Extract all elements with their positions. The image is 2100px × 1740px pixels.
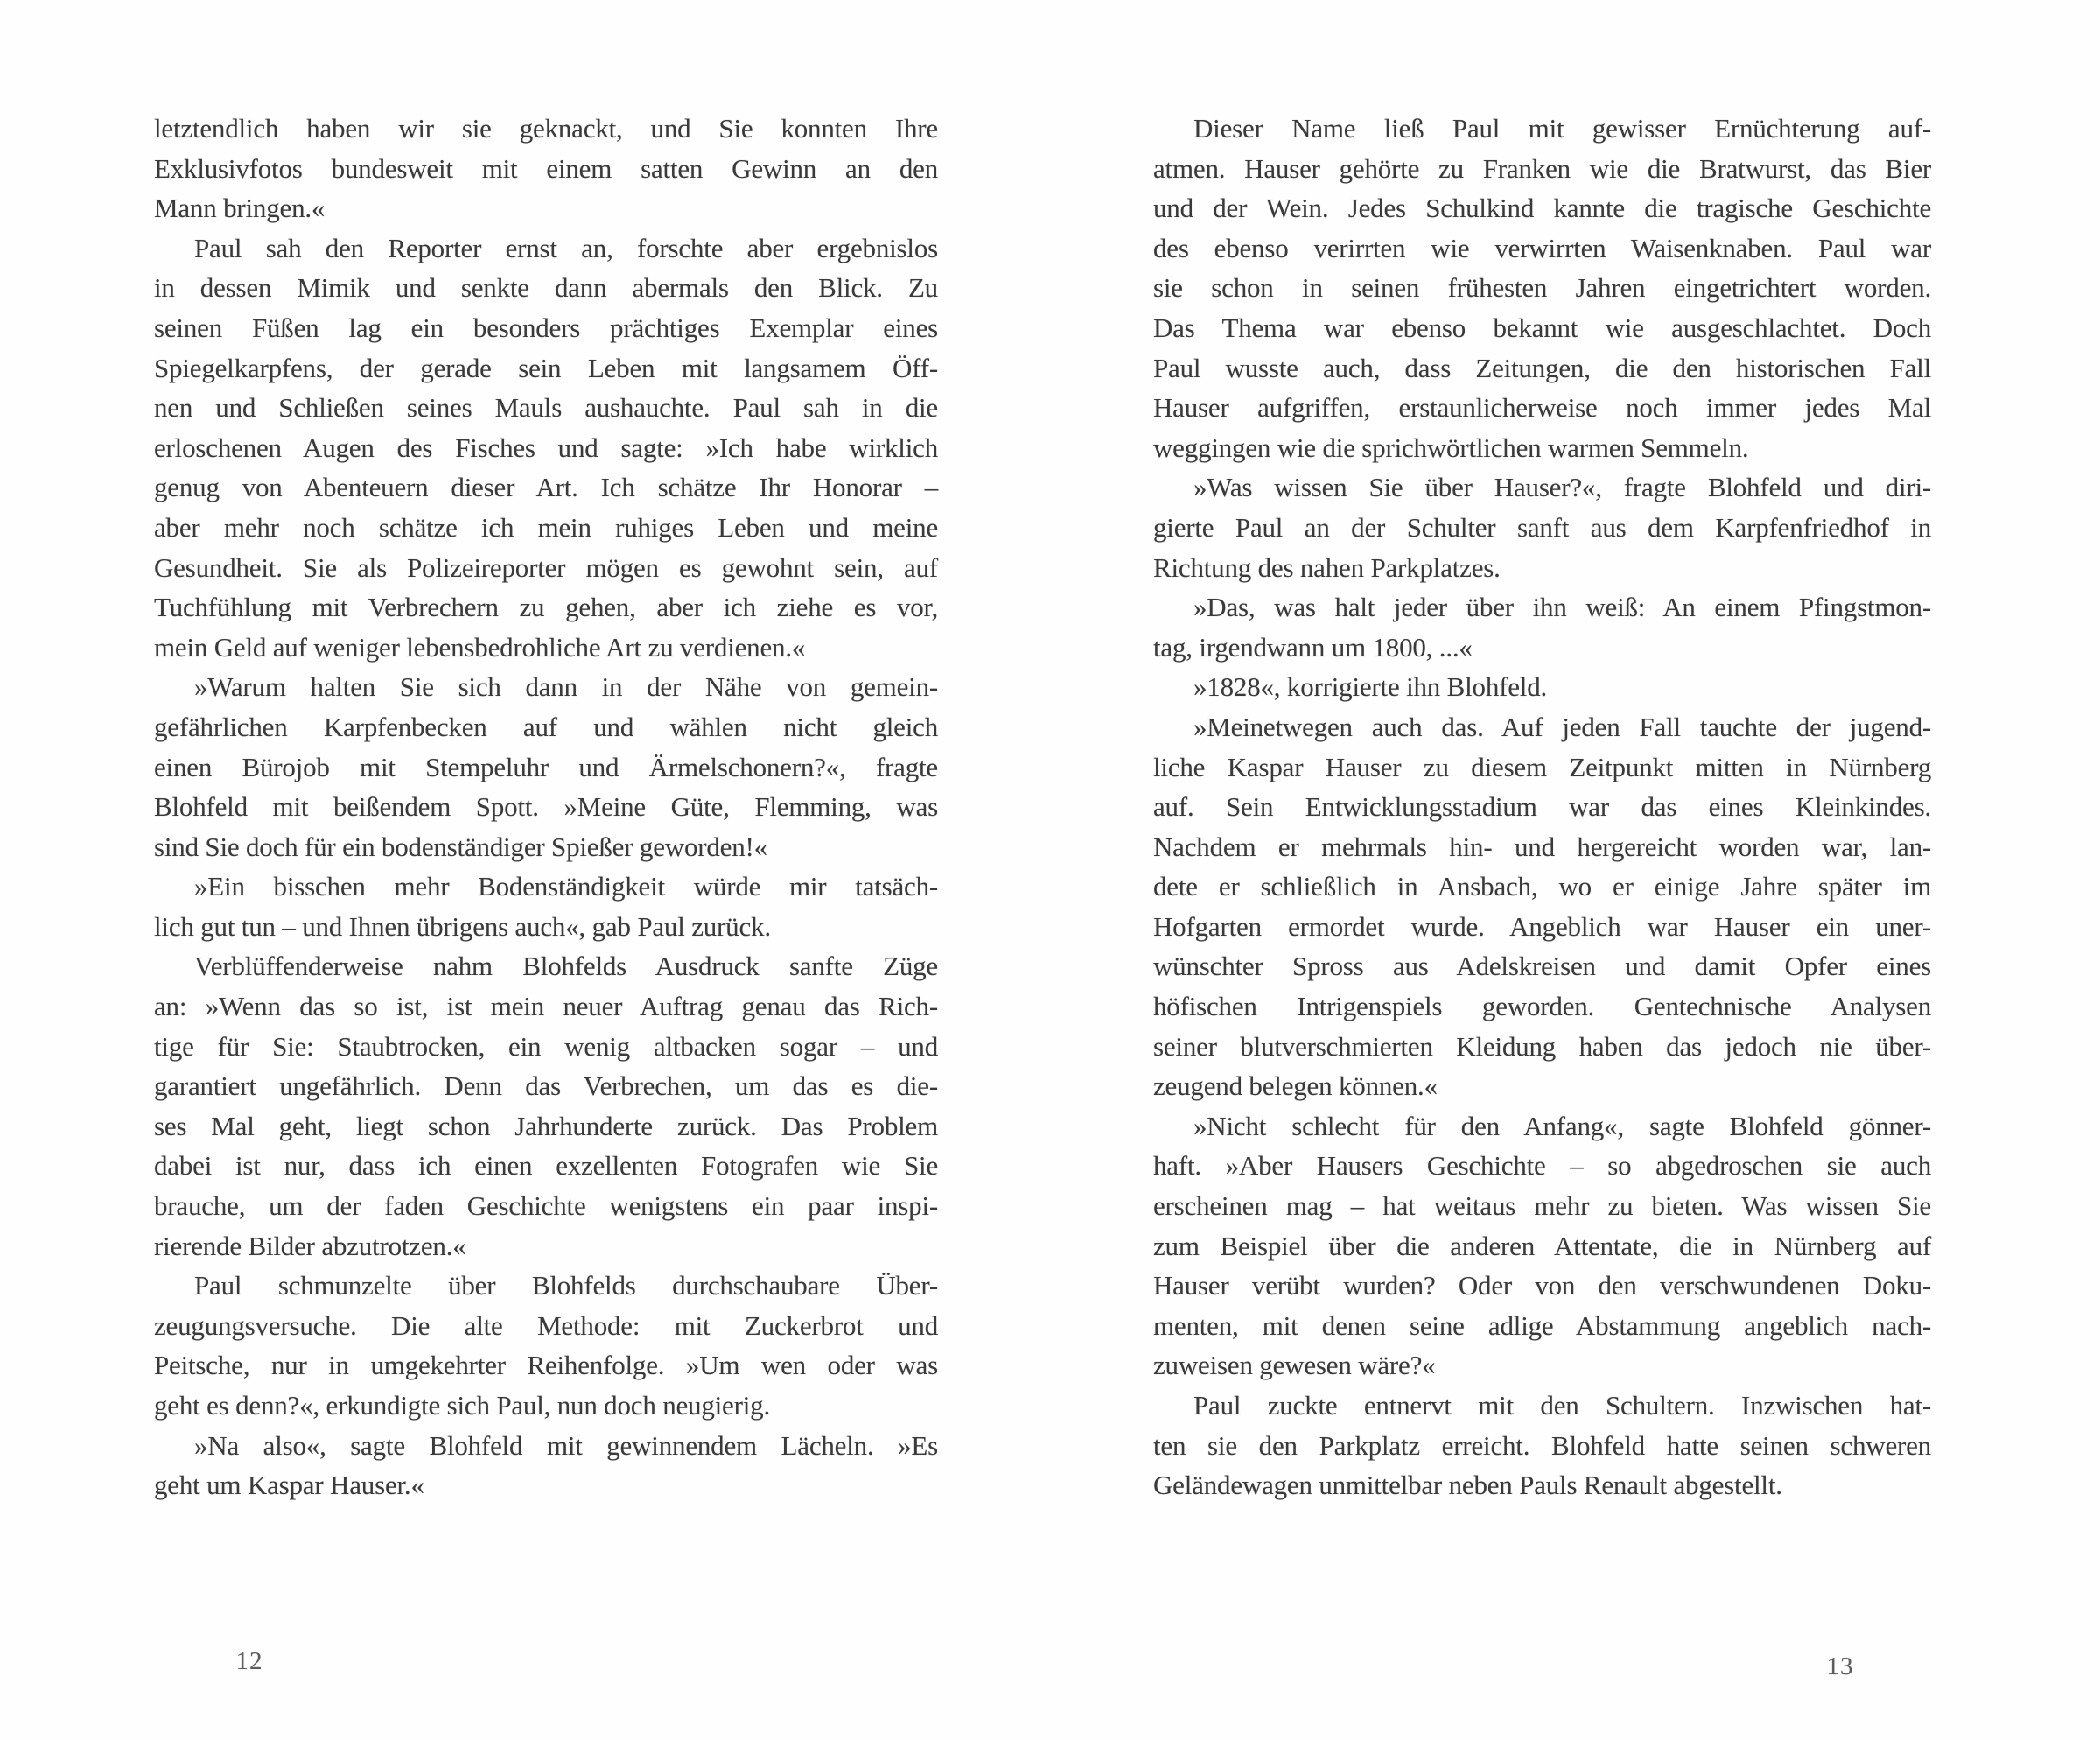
page-number-left: 12	[235, 1647, 263, 1675]
text-line: in dessen Mimik und senkte dann abermals den Blick. Zu	[154, 272, 938, 304]
text-line: Paul sah den Reporter ernst an, forschte aber ergebnislos	[194, 232, 938, 263]
text-line: Das Thema war ebenso bekannt wie ausgeschlachtet. Doch	[1153, 312, 1931, 343]
text-line: »Was wissen Sie über Hauser?«, fragte Blohfeld und diri-	[1194, 472, 1931, 503]
text-line: »Na also«, sagte Blohfeld mit gewinnendem Lächeln. »Es	[194, 1429, 938, 1461]
text-line: liche Kaspar Hauser zu diesem Zeitpunkt mitten in Nürnberg	[1153, 751, 1931, 782]
text-line: Tuchfühlung mit Verbrechern zu gehen, aber ich ziehe es vor,	[154, 592, 938, 623]
text-line: Gesundheit. Sie als Polizeireporter mögen es gewohnt sein, auf	[154, 551, 938, 583]
text-line: sie schon in seinen frühesten Jahren eingetrichtert worden.	[1153, 272, 1931, 304]
text-line: tige für Sie: Staubtrocken, ein wenig altbacken sogar – und	[154, 1030, 938, 1062]
text-line: höfischen Intrigenspiels geworden. Gentechnische Analysen	[1153, 991, 1931, 1022]
text-line: »Meinetwegen auch das. Auf jeden Fall tauchte der jugend-	[1194, 711, 1931, 742]
text-line: brauche, um der faden Geschichte wenigstens ein paar inspi-	[154, 1190, 938, 1222]
text-line: »Ein bisschen mehr Bodenständigkeit würde mir tatsäch-	[194, 871, 938, 902]
text-line: zeugend belegen können.«	[1153, 1070, 1438, 1102]
text-line: tag, irgendwann um 1800, ...«	[1153, 631, 1473, 663]
text-line: Richtung des nahen Parkplatzes.	[1153, 551, 1501, 583]
text-line: erloschenen Augen des Fisches und sagte: »Ich habe wirklich	[154, 431, 938, 463]
page-13-text-column	[1153, 109, 1931, 1505]
text-line: gierte Paul an der Schulter sanft aus dem Karpfenfriedhof in	[1153, 511, 1931, 543]
text-line: erscheinen mag – hat weitaus mehr zu bieten. Was wissen Sie	[1153, 1190, 1931, 1222]
text-line: sind Sie doch für ein bodenständiger Spießer geworden!«	[154, 831, 767, 862]
text-line: aber mehr noch schätze ich mein ruhiges Leben und meine	[154, 511, 938, 543]
text-line: haft. »Aber Hausers Geschichte – so abgedroschen sie auch	[1153, 1150, 1931, 1182]
text-line: seiner blutverschmierten Kleidung haben das jedoch nie über-	[1153, 1030, 1931, 1062]
text-line: Paul wusste auch, dass Zeitungen, die den historischen Fall	[1153, 352, 1931, 383]
text-line: lich gut tun – und Ihnen übrigens auch«, gab Paul zurück.	[154, 910, 771, 942]
text-line: rierende Bilder abzutrotzen.«	[154, 1230, 466, 1261]
text-line: Peitsche, nur in umgekehrter Reihenfolge. »Um wen oder was	[154, 1350, 938, 1381]
text-line: geht um Kaspar Hauser.«	[154, 1470, 424, 1501]
text-line: geht es denn?«, erkundigte sich Paul, nun doch neugierig.	[154, 1390, 771, 1421]
text-line: Blohfeld mit beißendem Spott. »Meine Güte, Flemming, was	[154, 791, 938, 823]
text-line: »Nicht schlecht für den Anfang«, sagte Blohfeld gönner-	[1194, 1110, 1931, 1141]
page-number-right: 13	[1826, 1652, 1854, 1680]
text-line: wünschter Spross aus Adelskreisen und damit Opfer eines	[1153, 951, 1931, 982]
text-line: Hofgarten ermordet wurde. Angeblich war Hauser ein uner-	[1153, 910, 1931, 942]
text-line: garantiert ungefährlich. Denn das Verbrechen, um das es die-	[154, 1070, 938, 1102]
text-line: einen Bürojob mit Stempeluhr und Ärmelschonern?«, fragte	[154, 751, 938, 782]
text-line: mein Geld auf weniger lebensbedrohliche Art zu verdienen.«	[154, 631, 806, 663]
text-line: Geländewagen unmittelbar neben Pauls Renault abgestellt.	[1153, 1470, 1782, 1501]
text-line: Hauser aufgriffen, erstaunlicherweise noch immer jedes Mal	[1153, 392, 1931, 424]
text-line: »Warum halten Sie sich dann in der Nähe von gemein-	[194, 671, 938, 703]
text-line: nen und Schließen seines Mauls aushauchte. Paul sah in die	[154, 392, 938, 424]
page-12-text-column	[154, 109, 938, 1505]
text-line: genug von Abenteuern dieser Art. Ich schätze Ihr Honorar –	[154, 472, 938, 503]
text-line: Hauser verübt wurden? Oder von den verschwundenen Doku-	[1153, 1270, 1931, 1301]
text-line: dabei ist nur, dass ich einen exzellenten Fotografen wie Sie	[154, 1150, 938, 1182]
text-line: des ebenso verirrten wie verwirrten Waisenknaben. Paul war	[1153, 232, 1931, 263]
text-line: Dieser Name ließ Paul mit gewisser Ernüchterung auf-	[1194, 113, 1931, 144]
text-line: ten sie den Parkplatz erreicht. Blohfeld hatte seinen schweren	[1153, 1429, 1931, 1461]
text-line: ses Mal geht, liegt schon Jahrhunderte zurück. Das Problem	[154, 1110, 938, 1141]
text-line: auf. Sein Entwicklungsstadium war das eines Kleinkindes.	[1153, 791, 1931, 823]
text-line: zuweisen gewesen wäre?«	[1153, 1350, 1436, 1381]
text-line: Exklusivfotos bundesweit mit einem satten Gewinn an den	[154, 152, 938, 184]
text-line: und der Wein. Jedes Schulkind kannte die tragische Geschichte	[1153, 193, 1931, 224]
text-line: Spiegelkarpfens, der gerade sein Leben mit langsamem Öff-	[154, 352, 938, 383]
text-line: menten, mit denen seine adlige Abstammung angeblich nach-	[1153, 1309, 1931, 1341]
text-line: seinen Füßen lag ein besonders prächtiges Exemplar eines	[154, 312, 938, 343]
text-line: Paul zuckte entnervt mit den Schultern. Inzwischen hat-	[1194, 1390, 1931, 1421]
text-line: letztendlich haben wir sie geknackt, und Sie konnten Ihre	[154, 113, 938, 144]
text-line: Verblüffenderweise nahm Blohfelds Ausdruck sanfte Züge	[194, 951, 938, 982]
text-line: weggingen wie die sprichwörtlichen warmen Semmeln.	[1153, 431, 1749, 463]
text-line: Paul schmunzelte über Blohfelds durchschaubare Über-	[194, 1270, 938, 1301]
text-line: dete er schließlich in Ansbach, wo er einige Jahre später im	[1153, 871, 1931, 902]
text-line: zeugungsversuche. Die alte Methode: mit Zuckerbrot und	[154, 1309, 938, 1341]
text-line: »Das, was halt jeder über ihn weiß: An einem Pfingstmon-	[1194, 592, 1931, 623]
text-line: an: »Wenn das so ist, ist mein neuer Auftrag genau das Rich-	[154, 991, 938, 1022]
text-line: gefährlichen Karpfenbecken auf und wählen nicht gleich	[154, 711, 938, 742]
text-line: zum Beispiel über die anderen Attentate, die in Nürnberg auf	[1153, 1230, 1931, 1261]
text-line: »1828«, korrigierte ihn Blohfeld.	[1194, 671, 1548, 703]
text-line: Nachdem er mehrmals hin- und hergereicht worden war, lan-	[1153, 831, 1931, 862]
text-line: Mann bringen.«	[154, 193, 326, 224]
text-line: atmen. Hauser gehörte zu Franken wie die Bratwurst, das Bier	[1153, 152, 1931, 184]
